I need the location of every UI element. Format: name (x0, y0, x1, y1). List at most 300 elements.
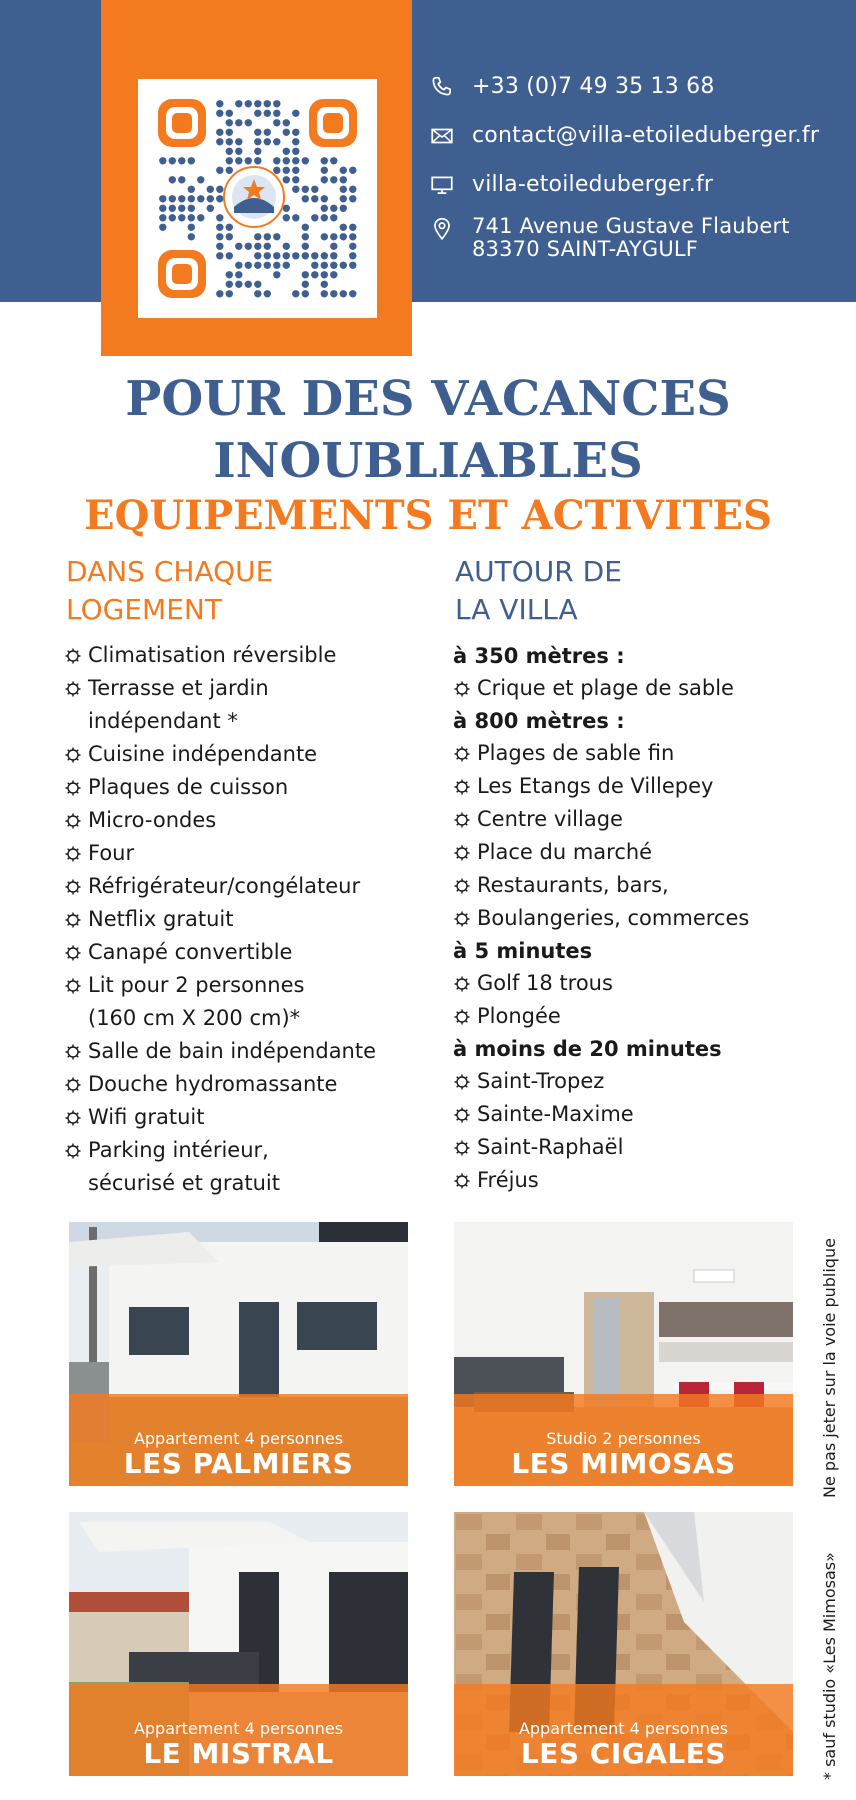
sun-bullet-icon (64, 878, 82, 896)
qr-module (349, 167, 356, 174)
qr-module (178, 205, 185, 212)
qr-module (302, 290, 309, 297)
qr-module (321, 233, 328, 240)
qr-module (264, 233, 271, 240)
qr-module (330, 233, 337, 240)
qr-module (264, 129, 271, 136)
activity-item (453, 1164, 848, 1197)
activity-item-label: Boulangeries, commerces (477, 906, 750, 930)
sun-bullet-icon (64, 977, 82, 995)
qr-module (283, 167, 290, 174)
qr-module (321, 214, 328, 221)
qr-module (216, 129, 223, 136)
equipment-item (64, 1134, 424, 1167)
activity-item-label: Golf 18 trous (477, 971, 613, 995)
qr-module (283, 119, 290, 126)
qr-module (188, 233, 195, 240)
activity-item (453, 836, 848, 869)
equipment-item-label: Netflix gratuit (88, 907, 234, 931)
equipment-item-label: Salle de bain indépendante (88, 1039, 377, 1063)
qr-module (216, 252, 223, 259)
qr-module (349, 233, 356, 240)
equipment-item (64, 771, 424, 804)
sun-bullet-icon (453, 778, 471, 796)
equipment-item (64, 936, 424, 969)
qr-module (226, 252, 233, 259)
phone-icon (428, 73, 456, 101)
equipment-item-label: Lit pour 2 personnes (88, 973, 305, 997)
qr-module (235, 262, 242, 269)
equipment-item (64, 738, 424, 771)
qr-module (264, 290, 271, 297)
equipment-item (64, 639, 424, 672)
qr-module (330, 290, 337, 297)
sun-bullet-icon (64, 647, 82, 665)
activity-item (453, 967, 848, 1000)
qr-module (273, 100, 280, 107)
qr-code[interactable] (138, 79, 377, 318)
equipment-item-label: Wifi gratuit (88, 1105, 205, 1129)
qr-module (321, 205, 328, 212)
equipment-item (64, 837, 424, 870)
sun-bullet-icon (453, 844, 471, 862)
qr-module (330, 262, 337, 269)
sun-bullet-icon (64, 680, 82, 698)
qr-module (302, 281, 309, 288)
qr-module (311, 195, 318, 202)
qr-module (216, 186, 223, 193)
qr-module (197, 176, 204, 183)
qr-module (292, 252, 299, 259)
property-card-mimosas[interactable] (454, 1222, 793, 1486)
equipment-item-label: Parking intérieur, (88, 1138, 269, 1162)
property-name: LES MIMOSAS (511, 1447, 736, 1480)
qr-module (178, 176, 185, 183)
qr-module (340, 186, 347, 193)
address-line-2: 83370 SAINT-AYGULF (472, 237, 699, 261)
qr-module (283, 262, 290, 269)
qr-module (311, 252, 318, 259)
sun-bullet-icon (64, 845, 82, 863)
activity-item (453, 770, 848, 803)
qr-module (216, 110, 223, 117)
property-card-palmiers[interactable] (69, 1222, 408, 1486)
qr-module (349, 252, 356, 259)
qr-module (302, 271, 309, 278)
activity-item (453, 902, 848, 935)
headline-line-1: POUR DES VACANCES (125, 371, 731, 427)
qr-module (273, 110, 280, 117)
qr-module (226, 167, 233, 174)
qr-module (254, 252, 261, 259)
qr-module (178, 214, 185, 221)
qr-module (254, 100, 261, 107)
activity-item-label: Crique et plage de sable (477, 676, 734, 700)
property-card-cigales[interactable] (454, 1512, 793, 1776)
activity-item (453, 672, 848, 705)
left-title-line-1: DANS CHAQUE (66, 555, 274, 588)
qr-module (245, 119, 252, 126)
qr-module (349, 290, 356, 297)
equipment-item-label: Réfrigérateur/congélateur (88, 874, 361, 898)
sun-bullet-icon (453, 975, 471, 993)
sun-bullet-icon (64, 779, 82, 797)
activity-item (453, 1000, 848, 1033)
qr-module (302, 243, 309, 250)
sun-bullet-icon (453, 745, 471, 763)
qr-module (340, 224, 347, 231)
qr-module (188, 224, 195, 231)
qr-module (169, 195, 176, 202)
qr-module (349, 262, 356, 269)
qr-finder-top-left (158, 99, 206, 147)
property-subtitle: Appartement 4 personnes (133, 1719, 344, 1738)
qr-module (340, 176, 347, 183)
qr-module (245, 262, 252, 269)
qr-module (283, 214, 290, 221)
qr-module (340, 195, 347, 202)
qr-module (254, 281, 261, 288)
activities-list (453, 640, 848, 1197)
qr-module (188, 205, 195, 212)
activity-item-label: Saint-Tropez (477, 1069, 605, 1093)
qr-module (169, 205, 176, 212)
equipment-item (64, 1002, 424, 1035)
qr-module (283, 157, 290, 164)
activity-item-label: Place du marché (477, 840, 653, 864)
sun-bullet-icon (453, 811, 471, 829)
sun-bullet-icon (453, 1106, 471, 1124)
email-address[interactable]: contact@villa-etoileduberger.fr (472, 122, 820, 148)
property-name: LES CIGALES (520, 1737, 727, 1770)
qr-module (235, 138, 242, 145)
address-line-1: 741 Avenue Gustave Flaubert (472, 214, 790, 238)
qr-module (226, 281, 233, 288)
qr-module (216, 167, 223, 174)
qr-module (273, 119, 280, 126)
qr-module (226, 224, 233, 231)
qr-module (292, 167, 299, 174)
qr-module (330, 252, 337, 259)
qr-module (311, 271, 318, 278)
qr-module (273, 157, 280, 164)
qr-module (245, 243, 252, 250)
right-title-line-1: AUTOUR DE (455, 555, 622, 588)
equipment-item-label: Micro-ondes (88, 808, 217, 832)
qr-module (226, 233, 233, 240)
website-url[interactable]: villa-etoileduberger.fr (472, 171, 714, 197)
qr-module (340, 290, 347, 297)
qr-module (349, 224, 356, 231)
qr-module (283, 129, 290, 136)
qr-finder-bottom-left (158, 250, 206, 298)
left-title-line-2: LOGEMENT (66, 593, 222, 626)
distance-heading: à 350 mètres : (453, 644, 625, 668)
qr-module (292, 186, 299, 193)
address-text (472, 215, 790, 261)
qr-module (169, 214, 176, 221)
qr-module (292, 148, 299, 155)
equipment-item (64, 1068, 424, 1101)
qr-module (292, 290, 299, 297)
qr-module (235, 281, 242, 288)
equipment-list (64, 639, 424, 1200)
qr-module (159, 195, 166, 202)
qr-module (178, 195, 185, 202)
qr-module (330, 176, 337, 183)
qr-module (340, 167, 347, 174)
equipment-item-label: indépendant * (88, 709, 238, 733)
qr-module (226, 119, 233, 126)
qr-module (330, 205, 337, 212)
litter-notice: Ne pas jeter sur la voie publique (820, 1238, 839, 1498)
qr-module (207, 186, 214, 193)
qr-module (216, 195, 223, 202)
equipment-item (64, 903, 424, 936)
qr-module (311, 214, 318, 221)
equipment-item-label: Climatisation réversible (88, 643, 337, 667)
sun-bullet-icon (64, 746, 82, 764)
property-subtitle: Appartement 4 personnes (133, 1429, 344, 1448)
qr-module (197, 195, 204, 202)
qr-module (226, 271, 233, 278)
qr-module (283, 148, 290, 155)
qr-module (264, 243, 271, 250)
contact-list (428, 62, 856, 275)
distance-heading: à 5 minutes (453, 939, 593, 963)
qr-module (264, 100, 271, 107)
qr-module (226, 110, 233, 117)
qr-module (311, 262, 318, 269)
qr-module (292, 176, 299, 183)
qr-module (330, 271, 337, 278)
qr-module (245, 100, 252, 107)
qr-module (226, 148, 233, 155)
right-title-line-2: LA VILLA (455, 593, 578, 626)
qr-module (292, 110, 299, 117)
sun-bullet-icon (64, 1142, 82, 1160)
activity-item-label: Plongée (477, 1004, 561, 1028)
qr-module (245, 281, 252, 288)
sun-bullet-icon (64, 911, 82, 929)
activity-item-label: Sainte-Maxime (477, 1102, 634, 1126)
qr-module (216, 214, 223, 221)
email-row[interactable] (428, 111, 856, 160)
qr-module (254, 262, 261, 269)
qr-module (235, 148, 242, 155)
subheadline: EQUIPEMENTS ET ACTIVITES (84, 492, 772, 539)
qr-module (273, 271, 280, 278)
qr-center-logo (224, 167, 284, 227)
sun-bullet-icon (453, 1139, 471, 1157)
qr-module (188, 214, 195, 221)
qr-module (159, 205, 166, 212)
qr-module (321, 167, 328, 174)
qr-module (283, 243, 290, 250)
activity-item (453, 1131, 848, 1164)
equipment-item (64, 672, 424, 705)
qr-module (254, 148, 261, 155)
qr-module (159, 224, 166, 231)
qr-module (235, 271, 242, 278)
qr-module (292, 129, 299, 136)
property-name: LE MISTRAL (143, 1737, 334, 1770)
qr-module (273, 252, 280, 259)
qr-module (226, 157, 233, 164)
qr-module (292, 214, 299, 221)
envelope-icon (428, 122, 456, 150)
qr-module (321, 271, 328, 278)
sun-bullet-icon (453, 910, 471, 928)
qr-module (254, 110, 261, 117)
equipment-item-label: Canapé convertible (88, 940, 293, 964)
qr-module (302, 252, 309, 259)
activity-item (453, 803, 848, 836)
qr-module (302, 157, 309, 164)
qr-module (321, 281, 328, 288)
qr-module (216, 100, 223, 107)
qr-module (216, 233, 223, 240)
qr-module (321, 195, 328, 202)
distance-heading: à 800 mètres : (453, 709, 625, 733)
headline (0, 368, 856, 492)
qr-module (216, 290, 223, 297)
studio-footnote: * sauf studio «Les Mimosas» (820, 1552, 839, 1780)
website-row[interactable] (428, 160, 856, 209)
qr-module (283, 176, 290, 183)
qr-module (169, 157, 176, 164)
address-row (428, 209, 856, 275)
property-subtitle: Appartement 4 personnes (518, 1719, 729, 1738)
equipment-item-label: Douche hydromassante (88, 1072, 338, 1096)
activity-item (453, 1065, 848, 1098)
qr-module (264, 262, 271, 269)
equipment-item-label: Plaques de cuisson (88, 775, 289, 799)
equipment-item (64, 969, 424, 1002)
qr-module (254, 129, 261, 136)
qr-module (292, 138, 299, 145)
qr-module (235, 243, 242, 250)
qr-module (254, 138, 261, 145)
activity-item (453, 737, 848, 770)
qr-module (273, 233, 280, 240)
sun-bullet-icon (453, 680, 471, 698)
qr-module (254, 157, 261, 164)
qr-module (302, 195, 309, 202)
sun-bullet-icon (64, 1076, 82, 1094)
sun-bullet-icon (453, 1073, 471, 1091)
left-column-title (66, 553, 386, 629)
qr-module (226, 138, 233, 145)
qr-module (216, 138, 223, 145)
qr-module (207, 205, 214, 212)
qr-module (188, 186, 195, 193)
qr-module (188, 157, 195, 164)
qr-module (264, 110, 271, 117)
activity-item (453, 869, 848, 902)
qr-module (159, 214, 166, 221)
qr-module (216, 243, 223, 250)
qr-module (264, 138, 271, 145)
equipment-item-label: Terrasse et jardin (88, 676, 269, 700)
qr-module (321, 176, 328, 183)
activity-item-label: Fréjus (477, 1168, 539, 1192)
qr-module (302, 233, 309, 240)
sun-bullet-icon (453, 1008, 471, 1026)
equipment-item (64, 870, 424, 903)
property-card-mistral[interactable] (69, 1512, 408, 1776)
qr-module (321, 262, 328, 269)
qr-module (273, 138, 280, 145)
activity-item-label: Les Etangs de Villepey (477, 774, 714, 798)
phone-number[interactable]: +33 (0)7 49 35 13 68 (472, 73, 715, 99)
sun-bullet-icon (64, 812, 82, 830)
sun-bullet-icon (64, 1109, 82, 1127)
qr-module (349, 195, 356, 202)
qr-module (349, 186, 356, 193)
qr-module (235, 100, 242, 107)
qr-module (254, 243, 261, 250)
monitor-icon (428, 171, 456, 199)
qr-module (321, 290, 328, 297)
qr-module (235, 157, 242, 164)
sun-bullet-icon (64, 944, 82, 962)
qr-module (283, 252, 290, 259)
activity-item-label: Plages de sable fin (477, 741, 675, 765)
activity-item-label: Saint-Raphaël (477, 1135, 624, 1159)
qr-module (188, 195, 195, 202)
qr-module (207, 195, 214, 202)
qr-module (169, 176, 176, 183)
right-column-title (455, 553, 775, 629)
qr-module (321, 157, 328, 164)
property-name: LES PALMIERS (123, 1447, 354, 1480)
qr-module (245, 157, 252, 164)
qr-module (254, 233, 261, 240)
equipment-item-label: sécurisé et gratuit (88, 1171, 280, 1195)
equipment-item-label: Four (88, 841, 135, 865)
qr-module (254, 290, 261, 297)
qr-module (349, 243, 356, 250)
phone-row[interactable] (428, 62, 856, 111)
equipment-item (64, 804, 424, 837)
property-subtitle: Studio 2 personnes (546, 1429, 701, 1448)
activity-item-label: Centre village (477, 807, 623, 831)
activity-item (453, 1098, 848, 1131)
qr-module (330, 243, 337, 250)
equipment-item (64, 1101, 424, 1134)
qr-module (226, 290, 233, 297)
qr-module (330, 157, 337, 164)
qr-module (330, 214, 337, 221)
activity-item-label: Restaurants, bars, (477, 873, 669, 897)
qr-module (302, 224, 309, 231)
sun-bullet-icon (64, 1043, 82, 1061)
equipment-item (64, 705, 424, 738)
qr-module (235, 119, 242, 126)
qr-module (311, 186, 318, 193)
qr-module (197, 214, 204, 221)
qr-finder-top-right (309, 99, 357, 147)
qr-module (178, 157, 185, 164)
qr-module (264, 252, 271, 259)
qr-module (159, 157, 166, 164)
sun-bullet-icon (453, 877, 471, 895)
equipment-item-label: Cuisine indépendante (88, 742, 318, 766)
qr-module (340, 233, 347, 240)
distance-heading: à moins de 20 minutes (453, 1037, 722, 1061)
qr-module (340, 262, 347, 269)
